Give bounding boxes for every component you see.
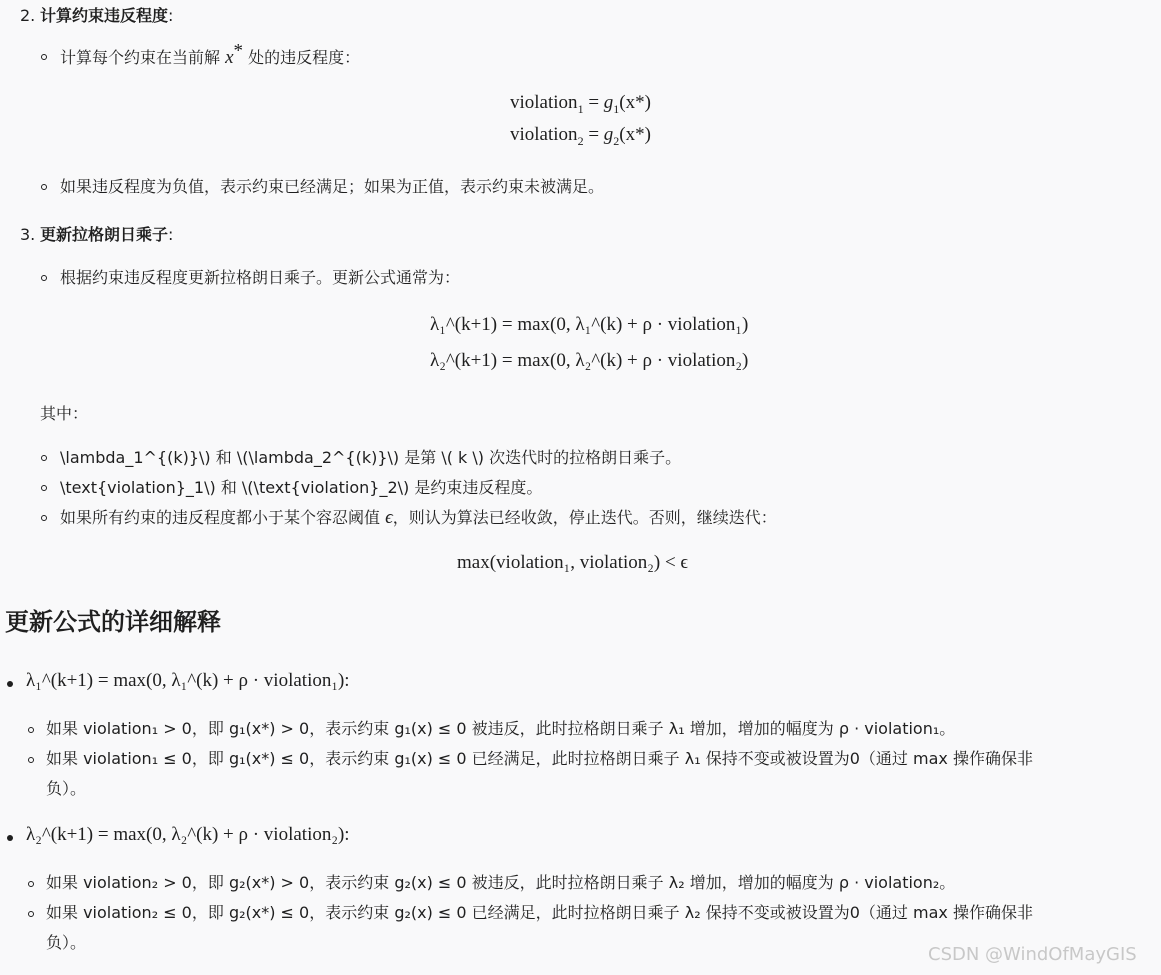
circle-bullet-icon <box>28 757 34 763</box>
where-bullet-2: \text{violation}_1\) 和 \(\text{violation}_2\) 是约束违反程度。 <box>60 478 543 497</box>
eq2-tail: (x*) <box>619 124 651 145</box>
item2-title-text: 计算约束违反程度 <box>40 6 169 25</box>
equation-violation-1: violation$_1$ = $g_1(x*)$ <box>510 92 651 116</box>
circle-bullet-icon <box>41 275 47 281</box>
disc-bullet-icon <box>7 835 13 841</box>
list-number-2: 2. <box>20 6 36 25</box>
circle-bullet-icon <box>28 911 34 917</box>
circle-bullet-icon <box>41 184 47 190</box>
item2-title-colon: : <box>168 6 174 25</box>
section-bullet2-sub2-line1: 如果 violation₂ ≤ 0，即 g₂(x*) ≤ 0，表示约束 g₂(x) ≤ 0 已经满足，此时拉格朗日乘子 λ₂ 保持不变或被设置为0（通过 max 操作确保非 <box>46 903 1033 922</box>
item2-bullet1-sup: * <box>233 40 244 62</box>
eq2-lhs: violation <box>510 124 578 145</box>
circle-bullet-icon <box>41 515 47 521</box>
item2-bullet1-tail: 处的违反程度： <box>248 48 361 67</box>
item2-bullet1 <box>60 40 361 68</box>
circle-bullet-icon <box>41 455 47 461</box>
eq1-sub: 1 <box>577 101 584 116</box>
circle-bullet-icon <box>28 881 34 887</box>
section-bullet1-sub1: 如果 violation₁ > 0，即 g₁(x*) > 0，表示约束 g₁(x) ≤ 0 被违反，此时拉格朗日乘子 λ₁ 增加，增加的幅度为 ρ · violation₁。 <box>46 719 956 738</box>
section-bullet2-sub1: 如果 violation₂ > 0，即 g₂(x*) > 0，表示约束 g₂(x) ≤ 0 被违反，此时拉格朗日乘子 λ₂ 增加，增加的幅度为 ρ · violation₂。 <box>46 873 956 892</box>
where-bullet-3-var: ϵ <box>385 507 393 528</box>
item3-title-colon: : <box>168 225 174 244</box>
eq1-lhs: violation <box>510 92 578 113</box>
eq2-g: g <box>603 124 614 145</box>
item2-bullet1-var: x <box>225 47 234 68</box>
item2-bullet1-text: 计算每个约束在当前解 <box>60 48 221 67</box>
where-label: 其中： <box>40 404 89 423</box>
where-bullet-3-pre: 如果所有约束的违反程度都小于某个容忍阈值 <box>60 508 381 527</box>
list-number-3: 3. <box>20 225 36 244</box>
eq1-g-sub: 1 <box>613 101 620 116</box>
item3-title-text: 更新拉格朗日乘子 <box>40 225 169 244</box>
watermark: CSDN @WindOfMayGIS <box>928 944 1137 965</box>
equation-convergence: max(violation₁, violation₂) < ϵ <box>457 552 689 573</box>
item3-bullet1: 根据约束违反程度更新拉格朗日乘子。更新公式通常为： <box>60 268 461 287</box>
circle-bullet-icon <box>28 727 34 733</box>
equation-violation-2: violation$_2$ = $g_2(x*)$ <box>510 124 651 148</box>
where-bullet-1: \lambda_1^{(k)}\) 和 \(\lambda_2^{(k)}\) 是第 \( k \) 次迭代时的拉格朗日乘子。 <box>60 448 682 467</box>
section-bullet1-sub2-line2: 负）。 <box>46 779 87 798</box>
eq1-tail: (x*) <box>619 92 651 113</box>
section-bullet2-sub2-line2: 负）。 <box>46 933 87 952</box>
section-bullet1-formula: λ₁^(k+1) = max(0, λ₁^(k) + ρ · violation₁): <box>26 670 350 691</box>
section-bullet2-formula: λ₂^(k+1) = max(0, λ₂^(k) + ρ · violation₂): <box>26 824 350 845</box>
where-bullet-3 <box>60 508 777 528</box>
item2-bullet2: 如果违反程度为负值，表示约束已经满足；如果为正值，表示约束未被满足。 <box>60 177 605 196</box>
circle-bullet-icon <box>41 54 47 60</box>
equation-lambda-1: λ₁^(k+1) = max(0, λ₁^(k) + ρ · violation₁) <box>430 314 749 335</box>
eq2-g-sub: 2 <box>613 133 620 148</box>
circle-bullet-icon <box>41 485 47 491</box>
item3-title <box>40 225 173 245</box>
where-bullet-3-post: ，则认为算法已经收敛，停止迭代。否则，继续迭代： <box>392 508 777 527</box>
section-bullet1-sub2-line1: 如果 violation₁ ≤ 0，即 g₁(x*) ≤ 0，表示约束 g₁(x) ≤ 0 已经满足，此时拉格朗日乘子 λ₁ 保持不变或被设置为0（通过 max 操作确保非 <box>46 749 1033 768</box>
eq1-g: g <box>603 92 614 113</box>
section-heading: 更新公式的详细解释 <box>5 608 221 636</box>
item2-title <box>40 6 173 26</box>
eq2-sub: 2 <box>577 133 584 148</box>
disc-bullet-icon <box>7 681 13 687</box>
equation-lambda-2: λ₂^(k+1) = max(0, λ₂^(k) + ρ · violation₂) <box>430 350 749 371</box>
